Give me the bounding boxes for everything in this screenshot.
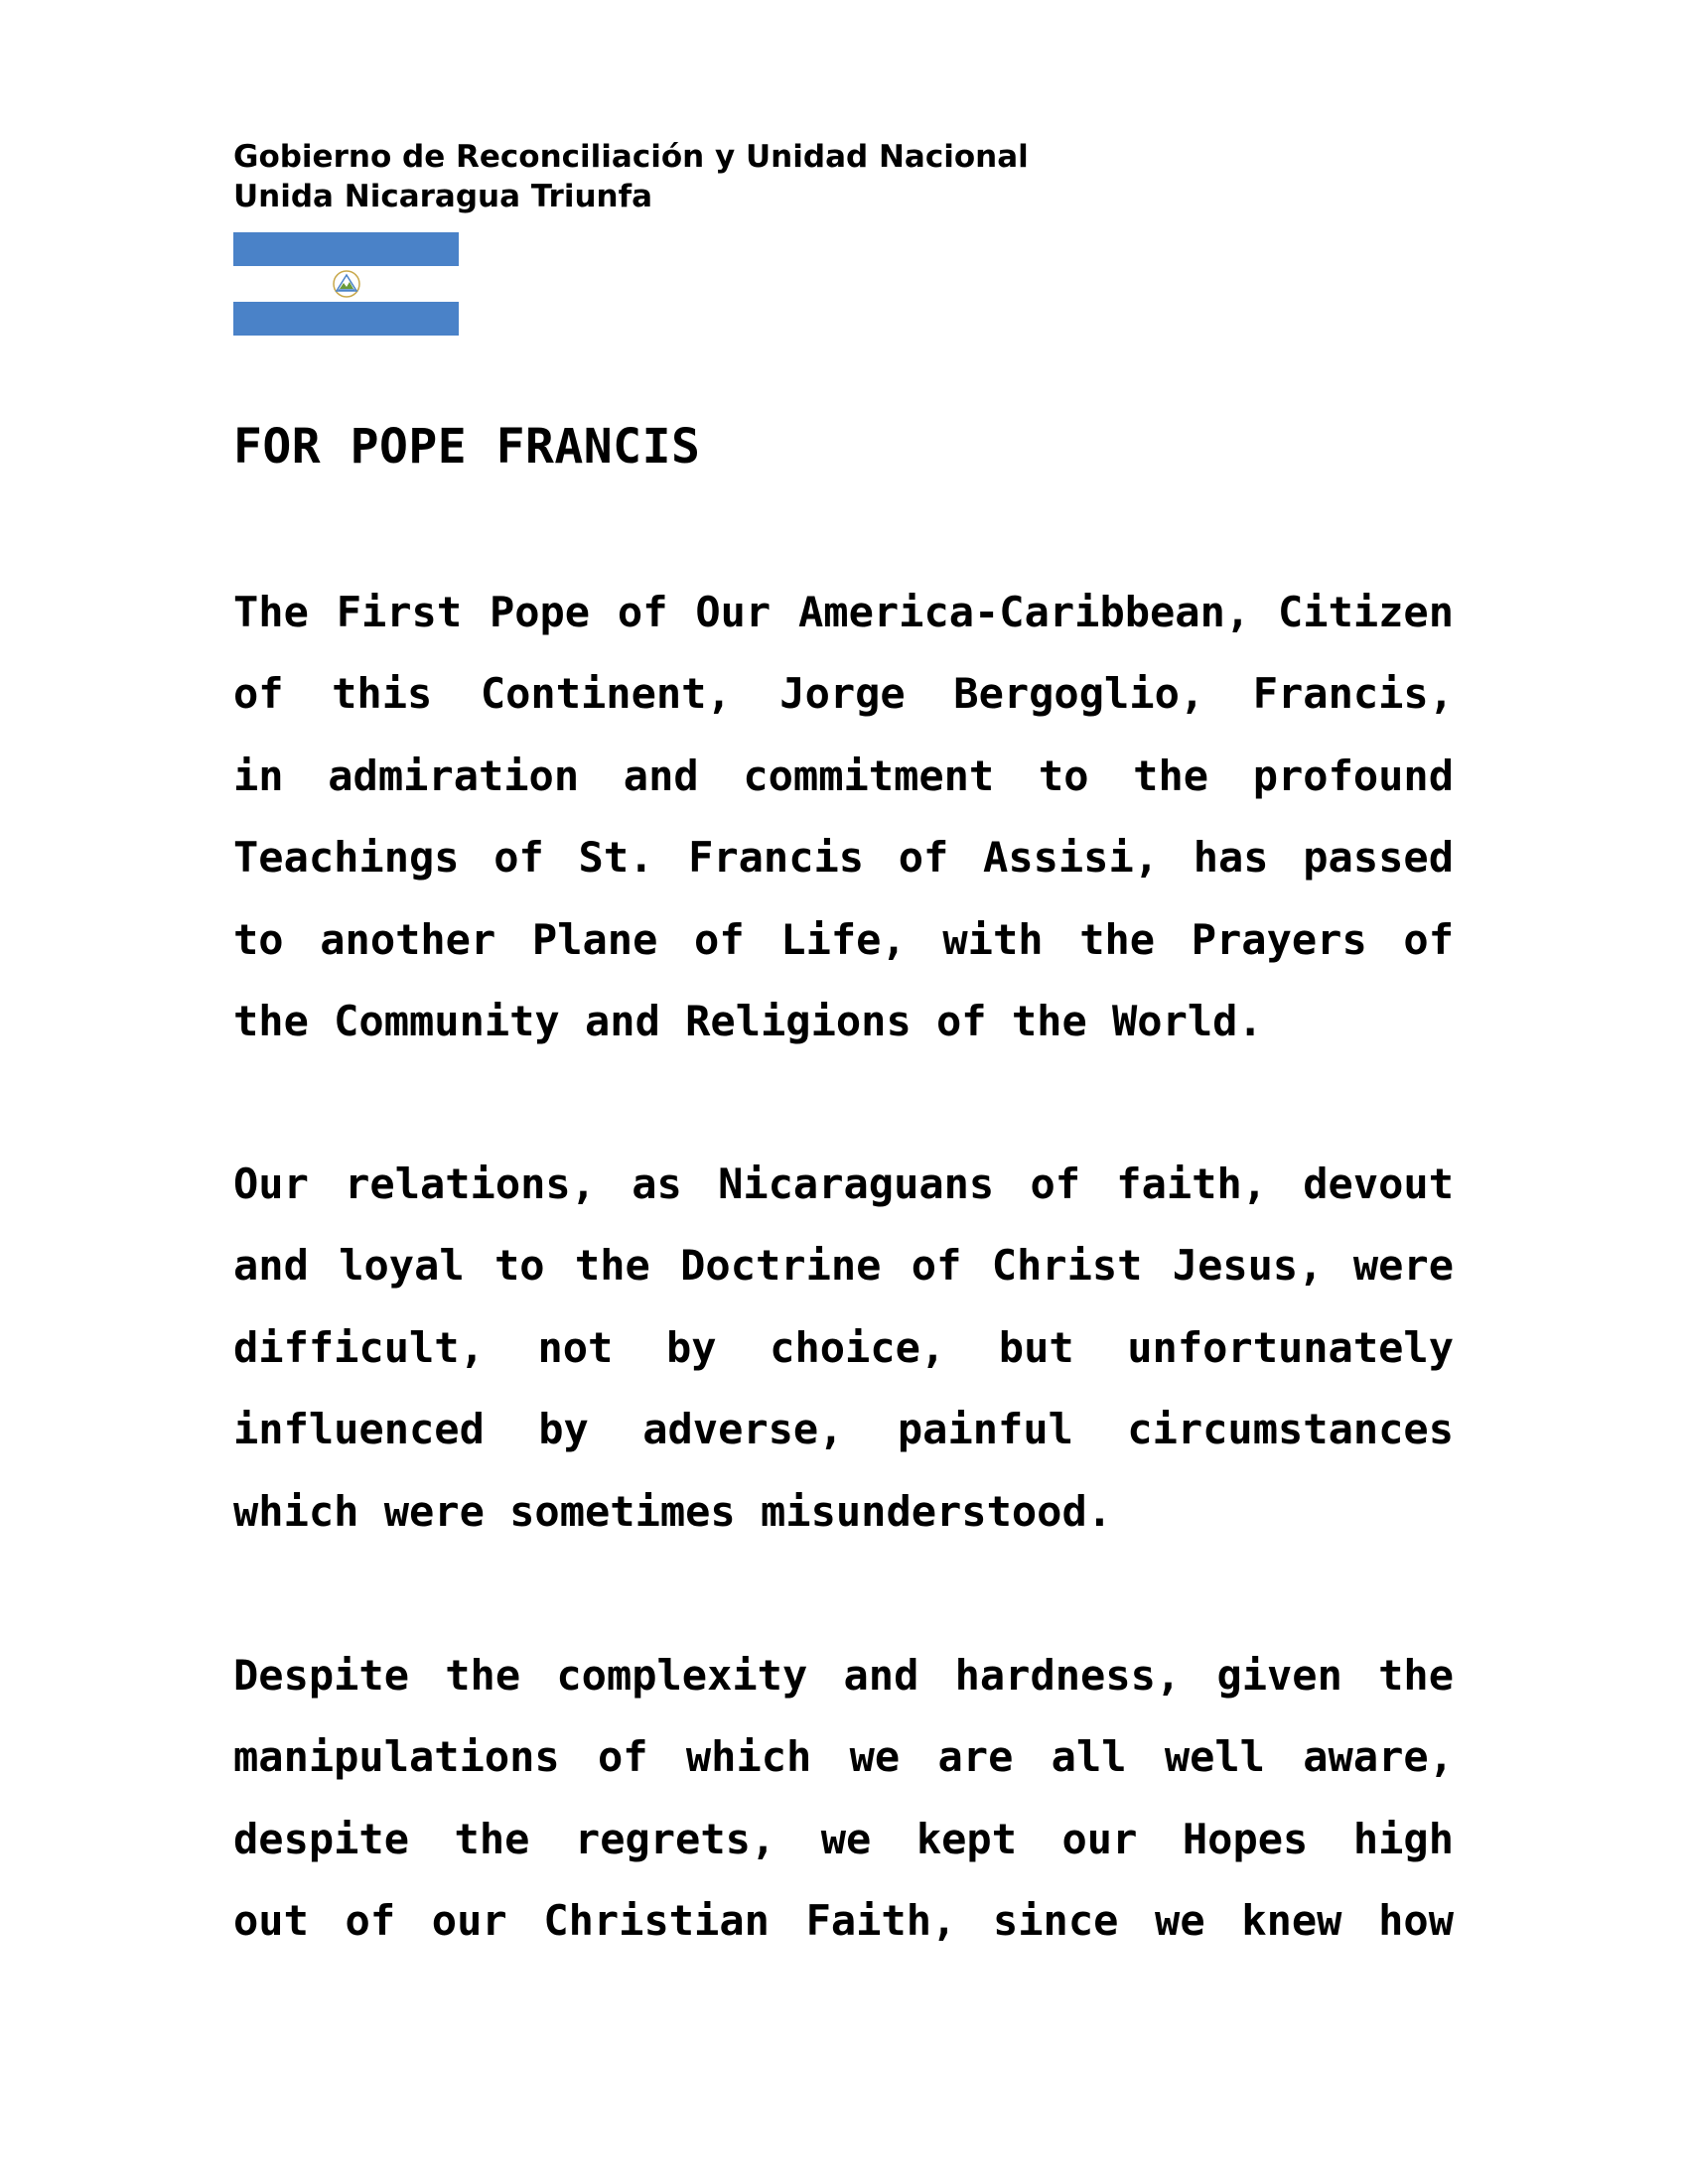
paragraph-line: difficult, not by choice, but unfortunately: [233, 1322, 1454, 1372]
flag-band-bottom: [233, 302, 459, 336]
paragraph-line: in admiration and commitment to the profound: [233, 751, 1454, 800]
letterhead: [233, 137, 1029, 216]
paragraph-line: despite the regrets, we kept our Hopes high: [233, 1814, 1454, 1863]
coat-of-arms-icon: [330, 268, 363, 300]
paragraph-line: manipulations of which we are all well aware,: [233, 1732, 1454, 1782]
nicaragua-flag-icon: [233, 232, 459, 336]
document-title: FOR POPE FRANCIS: [233, 419, 701, 475]
letterhead-slogan: Unida Nicaragua Triunfa: [233, 179, 653, 214]
flag-band-top: [233, 232, 459, 266]
paragraph-line: of this Continent, Jorge Bergoglio, Francis,: [233, 669, 1454, 719]
paragraph-line: to another Plane of Life, with the Prayers of: [233, 914, 1454, 964]
paragraph-3: [233, 1635, 1454, 1963]
letterhead-government-name: Gobierno de Reconciliación y Unidad Nacional: [233, 139, 1029, 175]
paragraph-line: influenced by adverse, painful circumstances: [233, 1405, 1454, 1454]
paragraph-line: and loyal to the Doctrine of Christ Jesus, were: [233, 1241, 1454, 1291]
paragraph-line: The First Pope of Our America-Caribbean, Citizen: [233, 588, 1454, 636]
paragraph-line: out of our Christian Faith, since we knew how: [233, 1896, 1454, 1946]
paragraph-line: Despite the complexity and hardness, given the: [233, 1651, 1454, 1700]
paragraph-line: the Community and Religions of the World.: [233, 996, 1263, 1045]
paragraph-line: Teachings of St. Francis of Assisi, has passed: [233, 833, 1454, 883]
paragraph-2: [233, 1144, 1454, 1553]
paragraph-line: Our relations, as Nicaraguans of faith, devout: [233, 1160, 1454, 1208]
paragraph-line: which were sometimes misunderstood.: [233, 1486, 1113, 1536]
paragraph-1: [233, 572, 1454, 1062]
